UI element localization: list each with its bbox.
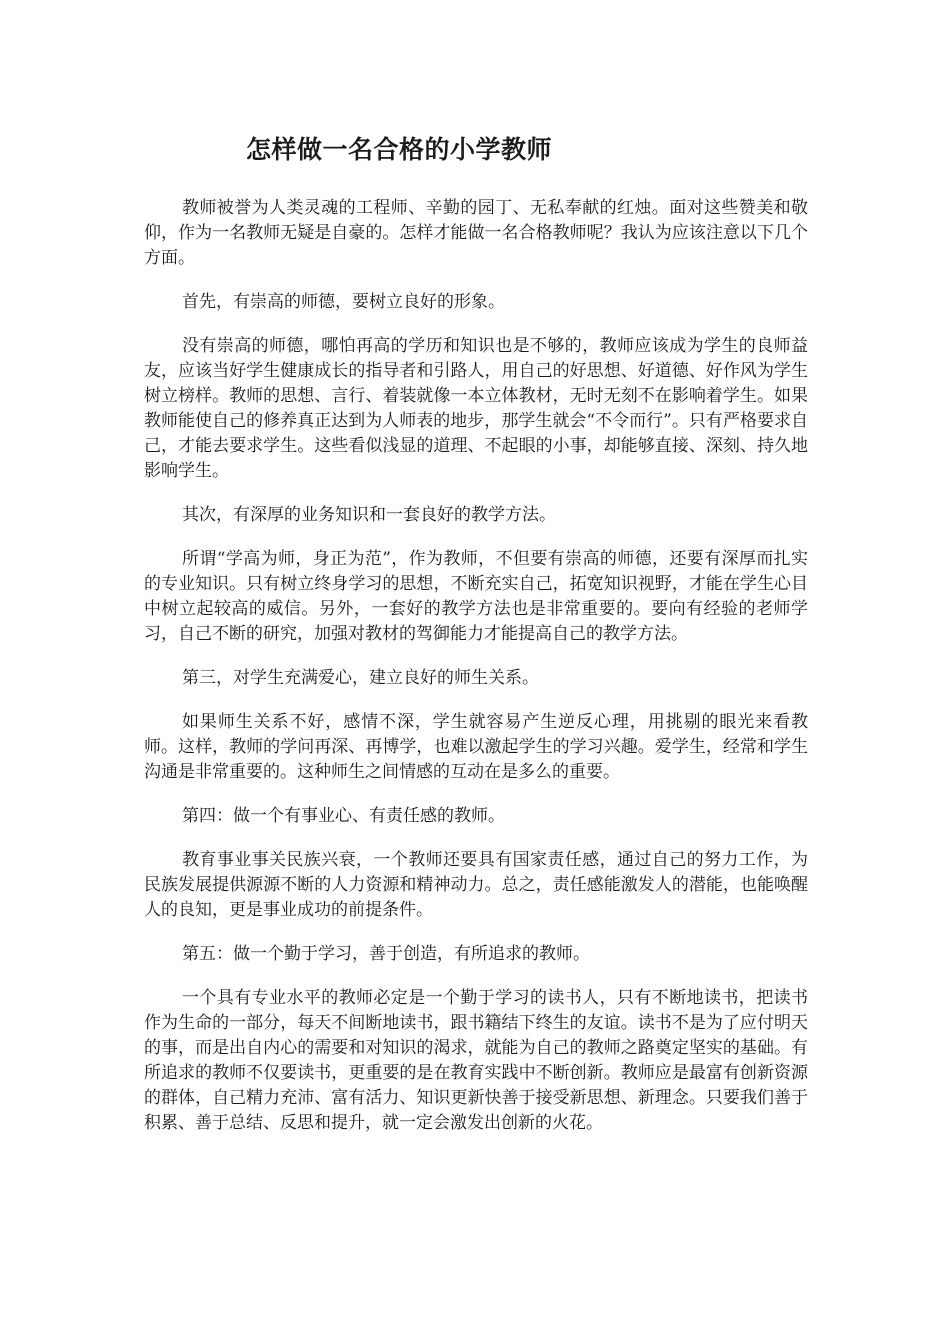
intro-paragraph: 教师被誉为人类灵魂的工程师、辛勤的园丁、无私奉献的红烛。面对这些赞美和敬仰，作为一名教师无疑是自豪的。怎样才能做一名合格教师呢？我认为应该注意以下几个方面。 — [144, 198, 808, 268]
section-paragraph-3: 如果师生关系不好，感情不深，学生就容易产生逆反心理，用挑剔的眼光来看教师。这样，教师的学问再深、再博学，也难以激起学生的学习兴趣。爱学生，经常和学生沟通是非常重要的。这种师生之间情感的互动在是多么的重要。 — [144, 712, 808, 782]
section-heading-1: 首先，有崇高的师德，要树立良好的形象。 — [182, 292, 505, 312]
section-heading-3: 第三，对学生充满爱心，建立良好的师生关系。 — [182, 668, 539, 688]
section-paragraph-4: 教育事业事关民族兴衰，一个教师还要具有国家责任感，通过自己的努力工作，为民族发展提供源源不断的人力资源和精神动力。总之，责任感能激发人的潜能，也能唤醒人的良知，更是事业成功的前提条件。 — [144, 850, 808, 920]
document-body — [144, 196, 808, 1155]
section-heading-5: 第五：做一个勤于学习，善于创造，有所追求的教师。 — [182, 944, 590, 964]
section-heading-4: 第四：做一个有事业心、有责任感的教师。 — [182, 806, 505, 826]
section-paragraph-1: 没有崇高的师德，哪怕再高的学历和知识也是不够的，教师应该成为学生的良师益友，应该当好学生健康成长的指导者和引路人，用自己的好思想、好道德、好作风为学生树立榜样。教师的思想、言行、着装就像一本立体教材，无时无刻不在影响着学生。如果教师能使自己的修养真正达到为人师表的地步，那学生就会“不令而行”。只有严格要求自己，才能去要求学生。这些看似浅显的道理、不起眼的小事，却能够直接、深刻、持久地影响学生。 — [144, 336, 808, 481]
section-paragraph-5: 一个具有专业水平的教师必定是一个勤于学习的读书人，只有不断地读书，把读书作为生命的一部分，每天不间断地读书，跟书籍结下终生的友谊。读书不是为了应付明天的事，而是出自内心的需要和对知识的渴求，就能为自己的教师之路奠定坚实的基础。有所追求的教师不仅要读书，更重要的是在教育实践中不断创新。教师应是最富有创新资源的群体，自己精力充沛、富有活力、知识更新快善于接受新思想、新理念。只要我们善于积累、善于总结、反思和提升，就一定会激发出创新的火花。 — [144, 988, 808, 1133]
section-heading-2: 其次，有深厚的业务知识和一套良好的教学方法。 — [182, 505, 556, 525]
section-paragraph-2: 所谓“学高为师，身正为范”，作为教师，不但要有崇高的师德，还要有深厚而扎实的专业知识。只有树立终身学习的思想，不断充实自己，拓宽知识视野，才能在学生心目中树立起较高的威信。另外，一套好的教学方法也是非常重要的。要向有经验的老师学习，自己不断的研究，加强对教材的驾御能力才能提高自己的教学方法。 — [144, 549, 808, 644]
page-title: 怎样做一名合格的小学教师 — [246, 135, 553, 164]
